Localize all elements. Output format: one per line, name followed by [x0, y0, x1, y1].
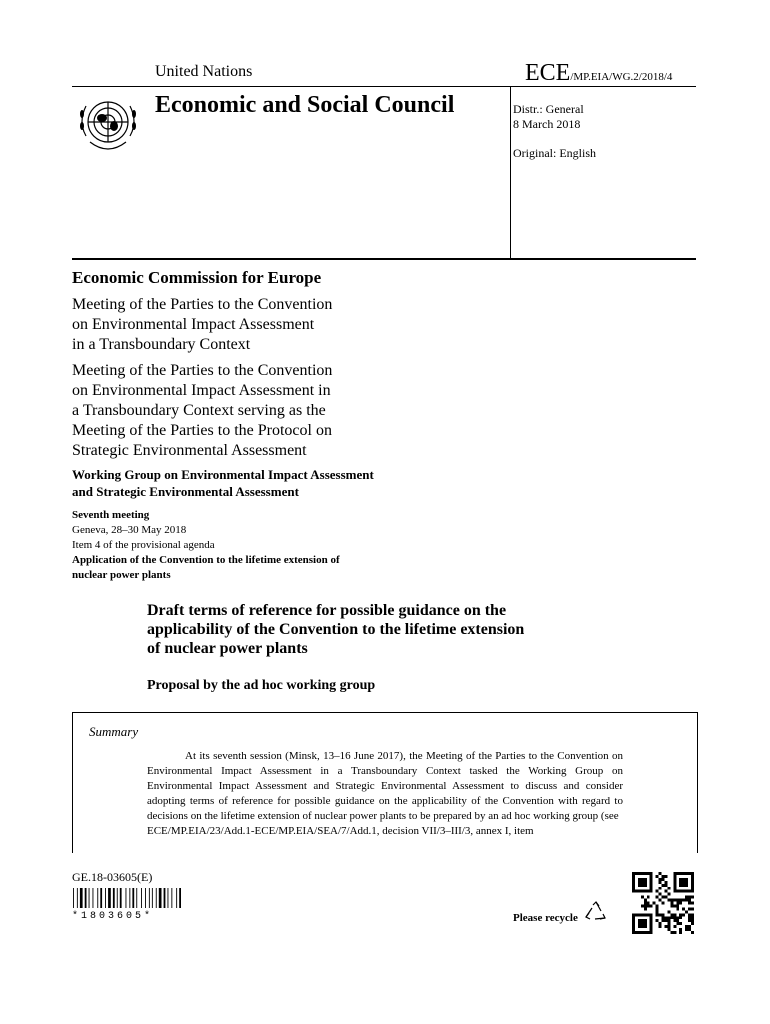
org-name: United Nations — [155, 63, 253, 80]
summary-symbol-line: ECE/MP.EIA/23/Add.1-ECE/MP.EIA/SEA/7/Add.1, decision VII/3–III/3, annex I, item — [147, 825, 534, 837]
working-group-line: Working Group on Environmental Impact Assessment — [72, 467, 374, 482]
document-title — [147, 601, 524, 658]
meeting-line: in a Transboundary Context — [72, 336, 251, 353]
meeting-line: Meeting of the Parties to the Convention — [72, 296, 333, 313]
title-line: of nuclear power plants — [147, 640, 308, 657]
summary-text — [147, 749, 623, 839]
title-line: applicability of the Convention to the lifetime extension — [147, 621, 525, 638]
agenda-item: Item 4 of the provisional agenda — [72, 539, 215, 551]
agenda-item-title: nuclear power plants — [72, 569, 171, 581]
commission-name: Economic Commission for Europe — [72, 268, 322, 287]
working-group-line: and Strategic Environmental Assessment — [72, 484, 299, 499]
agenda-item-title: Application of the Convention to the lifetime extension of — [72, 554, 340, 566]
council-name: Economic and Social Council — [155, 92, 455, 118]
section-rule — [72, 258, 696, 260]
meeting-line: Meeting of the Parties to the Convention — [72, 362, 333, 379]
recycle-label: Please recycle — [513, 912, 578, 924]
summary-paragraph: At its seventh session (Minsk, 13–16 June 2017), the Meeting of the Parties to the Convention on Environmental Impact Assessment in a Transboundary Context tasked the Working Group on Environmental Impact Assessment and Strategic Environmental Assessment to discuss and consider adopting terms of reference for possible guidance on the applicability of the Convention with regard to decisions on the lifetime extension of nuclear power plants to be prepared by an ad hoc working group (see — [147, 750, 623, 822]
summary-label: Summary — [89, 724, 139, 739]
working-group — [72, 466, 374, 500]
header-divider — [510, 86, 511, 258]
meeting-line: on Environmental Impact Assessment — [72, 316, 315, 333]
meeting-line: Meeting of the Parties to the Protocol on — [72, 422, 332, 439]
session-place-date: Geneva, 28–30 May 2018 — [72, 524, 187, 536]
barcode-number: *1803605* — [72, 911, 154, 922]
meeting-parties-sea — [72, 361, 392, 461]
distribution: Distr.: General — [513, 102, 584, 116]
session-meeting: Seventh meeting — [72, 509, 150, 521]
job-number: GE.18-03605(E) — [72, 870, 153, 884]
meeting-line: on Environmental Impact Assessment in — [72, 382, 331, 399]
proposal-subtitle: Proposal by the ad hoc working group — [147, 678, 376, 693]
meeting-parties-eia — [72, 295, 392, 355]
meeting-line: a Transboundary Context serving as the — [72, 402, 326, 419]
symbol-suffix: /MP.EIA/WG.2/2018/4 — [570, 71, 673, 83]
recycle-icon — [584, 900, 608, 924]
issue-date: 8 March 2018 — [513, 117, 581, 131]
meeting-line: Strategic Environmental Assessment — [72, 442, 307, 459]
un-emblem-icon — [72, 92, 144, 156]
document-symbol — [525, 60, 672, 87]
session-info — [72, 508, 340, 583]
original-language: Original: English — [513, 146, 596, 160]
title-line: Draft terms of reference for possible guidance on the — [147, 602, 507, 619]
qr-code-icon — [630, 872, 696, 934]
symbol-prefix: ECE — [525, 60, 571, 86]
